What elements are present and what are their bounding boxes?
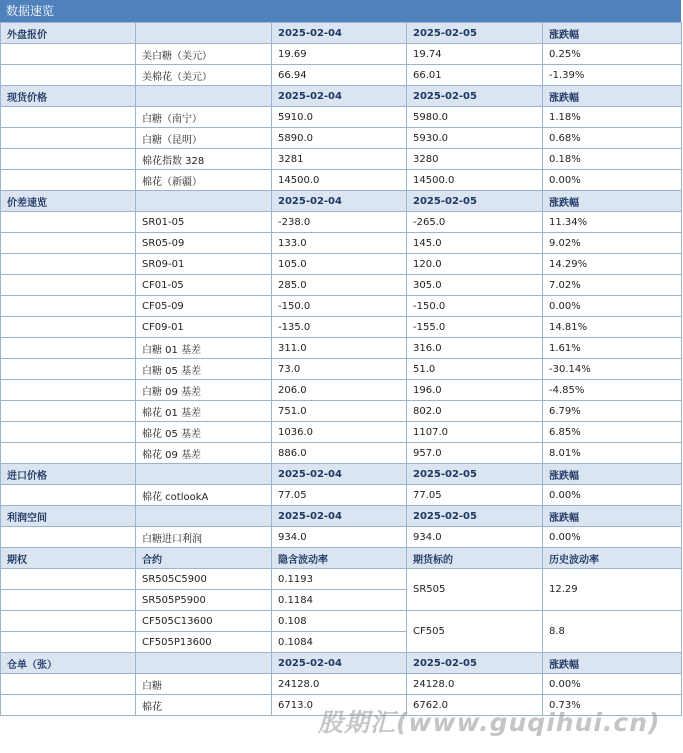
cell-category	[1, 359, 136, 380]
header-value-prev: 2025-02-04	[272, 86, 407, 107]
header-value-curr: 2025-02-05	[407, 86, 543, 107]
table-row	[1, 65, 682, 86]
header-value-prev: 2025-02-04	[272, 506, 407, 527]
table-row	[1, 401, 682, 422]
header-item	[136, 464, 272, 485]
header-category: 进口价格	[1, 464, 136, 485]
cell-value-prev: 5890.0	[272, 128, 407, 149]
table-row	[1, 422, 682, 443]
cell-category	[1, 695, 136, 716]
cell-value-curr: 934.0	[407, 527, 543, 548]
cell-category	[1, 233, 136, 254]
header-value-curr: 2025-02-05	[407, 506, 543, 527]
cell-value-prev: 1036.0	[272, 422, 407, 443]
header-item: 合约	[136, 548, 272, 569]
cell-change: 0.25%	[543, 44, 682, 65]
cell-value-curr: 6762.0	[407, 695, 543, 716]
cell-value-curr: 196.0	[407, 380, 543, 401]
cell-change: 7.02%	[543, 275, 682, 296]
cell-category	[1, 632, 136, 653]
cell-change: 1.18%	[543, 107, 682, 128]
cell-item: 棉花	[136, 695, 272, 716]
table-row	[1, 380, 682, 401]
header-value-prev: 2025-02-04	[272, 191, 407, 212]
cell-item: 美棉花（美元）	[136, 65, 272, 86]
header-change: 涨跌幅	[543, 653, 682, 674]
table-row	[1, 44, 682, 65]
cell-change: 6.85%	[543, 422, 682, 443]
cell-value-curr: 5980.0	[407, 107, 543, 128]
header-item	[136, 506, 272, 527]
cell-value-prev: 24128.0	[272, 674, 407, 695]
cell-historical-volatility: 8.8	[543, 611, 682, 653]
cell-value-prev: 14500.0	[272, 170, 407, 191]
watermark: 股期汇(www.guqihui.cn)	[318, 708, 661, 737]
header-value-curr: 期货标的	[407, 548, 543, 569]
cell-item: 白糖进口利润	[136, 527, 272, 548]
cell-value-curr: 316.0	[407, 338, 543, 359]
header-category: 期权	[1, 548, 136, 569]
cell-item: 棉花 09 基差	[136, 443, 272, 464]
table-row	[1, 128, 682, 149]
cell-change: 0.00%	[543, 296, 682, 317]
header-category: 外盘报价	[1, 23, 136, 44]
table-row	[1, 212, 682, 233]
cell-change: 14.81%	[543, 317, 682, 338]
cell-item: 白糖 09 基差	[136, 380, 272, 401]
cell-value-curr: 1107.0	[407, 422, 543, 443]
cell-implied-volatility: 0.1193	[272, 569, 407, 590]
cell-category	[1, 212, 136, 233]
cell-item: SR09-01	[136, 254, 272, 275]
cell-value-curr: 5930.0	[407, 128, 543, 149]
section-header-foreign	[1, 23, 682, 44]
data-table-body	[1, 23, 682, 716]
cell-item: CF09-01	[136, 317, 272, 338]
header-change: 涨跌幅	[543, 86, 682, 107]
cell-value-prev: 105.0	[272, 254, 407, 275]
cell-change: 9.02%	[543, 233, 682, 254]
cell-change: 14.29%	[543, 254, 682, 275]
cell-category	[1, 527, 136, 548]
header-value-curr: 2025-02-05	[407, 653, 543, 674]
cell-value-prev: 311.0	[272, 338, 407, 359]
cell-value-prev: -135.0	[272, 317, 407, 338]
cell-option-contract: SR505P5900	[136, 590, 272, 611]
cell-value-curr: 957.0	[407, 443, 543, 464]
cell-value-prev: 73.0	[272, 359, 407, 380]
table-row	[1, 233, 682, 254]
cell-category	[1, 317, 136, 338]
cell-value-prev: 5910.0	[272, 107, 407, 128]
header-category: 价差速览	[1, 191, 136, 212]
cell-category	[1, 254, 136, 275]
table-row	[1, 338, 682, 359]
header-value-curr: 2025-02-05	[407, 23, 543, 44]
cell-value-prev: -238.0	[272, 212, 407, 233]
cell-option-contract: CF505P13600	[136, 632, 272, 653]
cell-item: CF05-09	[136, 296, 272, 317]
cell-item: 棉花指数 328	[136, 149, 272, 170]
cell-value-curr: -155.0	[407, 317, 543, 338]
table-row	[1, 485, 682, 506]
table-row	[1, 443, 682, 464]
cell-item: 白糖（昆明）	[136, 128, 272, 149]
cell-category	[1, 443, 136, 464]
header-category: 利润空间	[1, 506, 136, 527]
section-header-options	[1, 548, 682, 569]
cell-change: 0.00%	[543, 170, 682, 191]
cell-category	[1, 338, 136, 359]
cell-value-curr: -150.0	[407, 296, 543, 317]
cell-value-curr: 77.05	[407, 485, 543, 506]
cell-value-prev: 886.0	[272, 443, 407, 464]
cell-item: 白糖 01 基差	[136, 338, 272, 359]
cell-value-curr: 14500.0	[407, 170, 543, 191]
cell-item: 棉花 cotlookA	[136, 485, 272, 506]
cell-value-curr: 51.0	[407, 359, 543, 380]
cell-change: 0.00%	[543, 527, 682, 548]
cell-item: 白糖 05 基差	[136, 359, 272, 380]
cell-category	[1, 674, 136, 695]
cell-value-prev: 3281	[272, 149, 407, 170]
cell-category	[1, 401, 136, 422]
cell-item: 白糖（南宁）	[136, 107, 272, 128]
cell-value-curr: 3280	[407, 149, 543, 170]
cell-category	[1, 170, 136, 191]
cell-category	[1, 422, 136, 443]
cell-item: 棉花 05 基差	[136, 422, 272, 443]
cell-category	[1, 149, 136, 170]
table-row	[1, 296, 682, 317]
header-change: 涨跌幅	[543, 191, 682, 212]
header-value-prev: 2025-02-04	[272, 23, 407, 44]
cell-item: 白糖	[136, 674, 272, 695]
table-row	[1, 611, 682, 632]
cell-category	[1, 107, 136, 128]
section-header-profit	[1, 506, 682, 527]
table-row	[1, 149, 682, 170]
cell-value-curr: -265.0	[407, 212, 543, 233]
section-header-import	[1, 464, 682, 485]
table-row	[1, 275, 682, 296]
cell-value-curr: 19.74	[407, 44, 543, 65]
header-value-prev: 2025-02-04	[272, 653, 407, 674]
cell-change: 1.61%	[543, 338, 682, 359]
cell-value-curr: 120.0	[407, 254, 543, 275]
header-item	[136, 191, 272, 212]
header-value-prev: 隐含波动率	[272, 548, 407, 569]
header-item	[136, 86, 272, 107]
cell-implied-volatility: 0.1084	[272, 632, 407, 653]
cell-change: 0.68%	[543, 128, 682, 149]
cell-change: -4.85%	[543, 380, 682, 401]
section-header-spot	[1, 86, 682, 107]
cell-underlying-future: CF505	[407, 611, 543, 653]
section-header-warehouse	[1, 653, 682, 674]
cell-value-prev: 285.0	[272, 275, 407, 296]
cell-category	[1, 590, 136, 611]
cell-category	[1, 485, 136, 506]
cell-change: 0.00%	[543, 674, 682, 695]
table-row	[1, 170, 682, 191]
cell-value-prev: 77.05	[272, 485, 407, 506]
sheet-title: 数据速览	[0, 0, 681, 22]
cell-item: SR01-05	[136, 212, 272, 233]
table-row	[1, 527, 682, 548]
header-change: 涨跌幅	[543, 506, 682, 527]
header-category: 仓单（张）	[1, 653, 136, 674]
cell-value-curr: 24128.0	[407, 674, 543, 695]
cell-value-prev: 19.69	[272, 44, 407, 65]
cell-category	[1, 44, 136, 65]
cell-change: 0.18%	[543, 149, 682, 170]
header-item	[136, 23, 272, 44]
cell-category	[1, 128, 136, 149]
cell-underlying-future: SR505	[407, 569, 543, 611]
cell-historical-volatility: 12.29	[543, 569, 682, 611]
cell-value-prev: 66.94	[272, 65, 407, 86]
header-item	[136, 653, 272, 674]
cell-item: 美白糖（美元）	[136, 44, 272, 65]
cell-value-prev: 133.0	[272, 233, 407, 254]
header-category: 现货价格	[1, 86, 136, 107]
cell-change: -1.39%	[543, 65, 682, 86]
table-row	[1, 569, 682, 590]
cell-change: 8.01%	[543, 443, 682, 464]
cell-value-prev: -150.0	[272, 296, 407, 317]
cell-value-curr: 145.0	[407, 233, 543, 254]
cell-item: CF01-05	[136, 275, 272, 296]
cell-item: 棉花（新疆）	[136, 170, 272, 191]
cell-item: SR05-09	[136, 233, 272, 254]
data-table	[0, 22, 682, 716]
table-row	[1, 254, 682, 275]
cell-change: 0.73%	[543, 695, 682, 716]
table-row	[1, 107, 682, 128]
cell-item: 棉花 01 基差	[136, 401, 272, 422]
cell-category	[1, 65, 136, 86]
header-value-curr: 2025-02-05	[407, 191, 543, 212]
cell-value-prev: 206.0	[272, 380, 407, 401]
header-value-prev: 2025-02-04	[272, 464, 407, 485]
cell-category	[1, 611, 136, 632]
section-header-spread	[1, 191, 682, 212]
cell-implied-volatility: 0.1184	[272, 590, 407, 611]
cell-change: -30.14%	[543, 359, 682, 380]
cell-value-curr: 305.0	[407, 275, 543, 296]
cell-value-prev: 934.0	[272, 527, 407, 548]
header-change: 涨跌幅	[543, 23, 682, 44]
header-change: 历史波动率	[543, 548, 682, 569]
cell-option-contract: SR505C5900	[136, 569, 272, 590]
cell-category	[1, 380, 136, 401]
cell-category	[1, 275, 136, 296]
cell-option-contract: CF505C13600	[136, 611, 272, 632]
cell-implied-volatility: 0.108	[272, 611, 407, 632]
cell-change: 6.79%	[543, 401, 682, 422]
cell-change: 11.34%	[543, 212, 682, 233]
cell-value-curr: 802.0	[407, 401, 543, 422]
cell-value-prev: 6713.0	[272, 695, 407, 716]
cell-value-prev: 751.0	[272, 401, 407, 422]
header-value-curr: 2025-02-05	[407, 464, 543, 485]
cell-category	[1, 296, 136, 317]
table-row	[1, 359, 682, 380]
cell-value-curr: 66.01	[407, 65, 543, 86]
table-row	[1, 317, 682, 338]
cell-change: 0.00%	[543, 485, 682, 506]
table-row	[1, 674, 682, 695]
header-change: 涨跌幅	[543, 464, 682, 485]
cell-category	[1, 569, 136, 590]
